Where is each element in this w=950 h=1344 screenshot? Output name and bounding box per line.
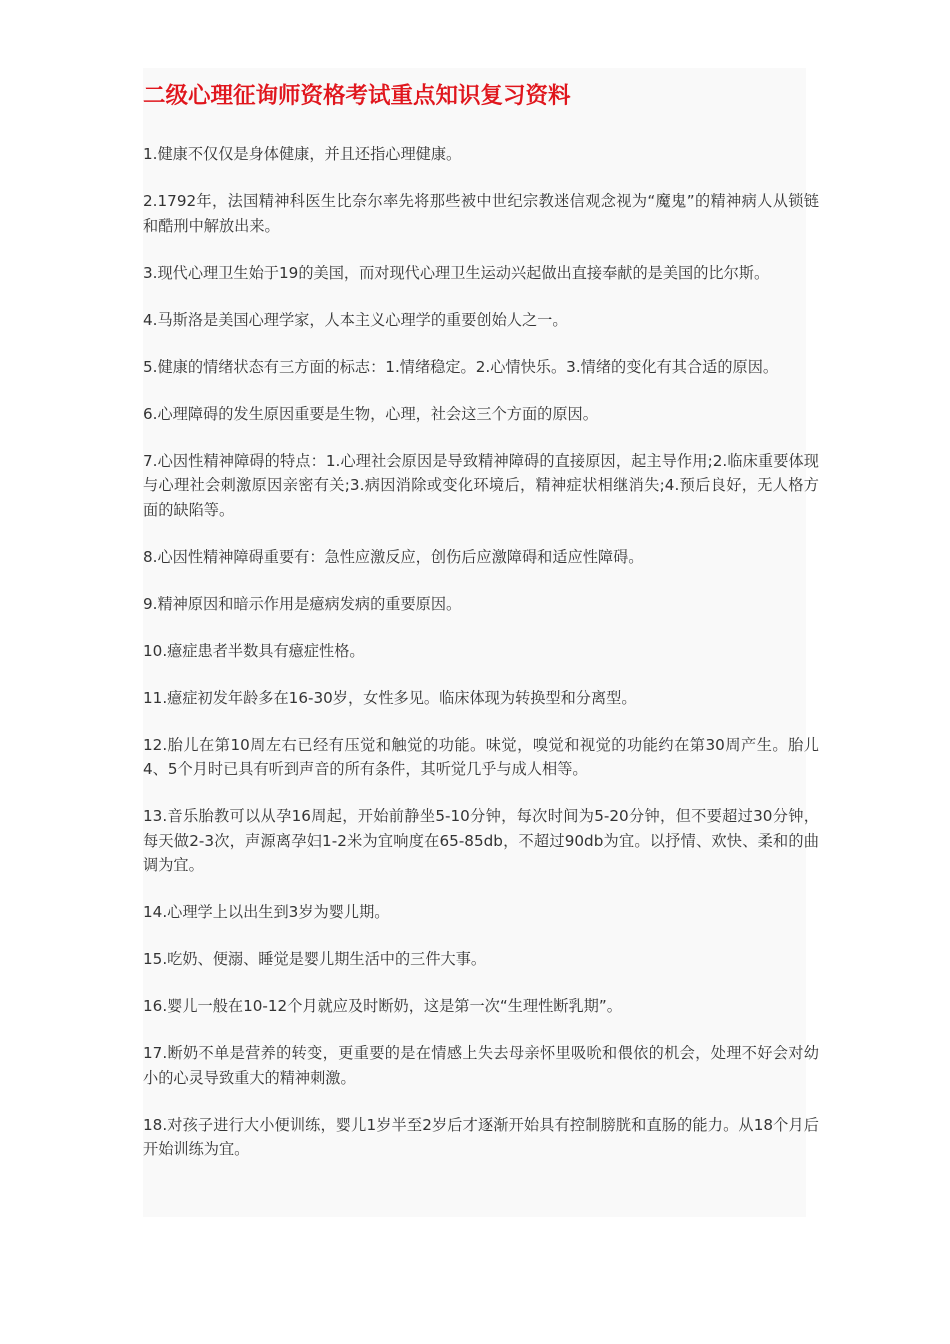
document-title: 二级心理征询师资格考试重点知识复习资料 bbox=[143, 83, 571, 109]
knowledge-point-4: 4.马斯洛是美国心理学家，人本主义心理学的重要创始人之一。 bbox=[143, 310, 568, 329]
knowledge-point-5: 5.健康的情绪状态有三方面的标志：1.情绪稳定。2.心情快乐。3.情绪的变化有其合适的原因。 bbox=[143, 357, 779, 376]
knowledge-point-7: 7.心因性精神障碍的特点：1.心理社会原因是导致精神障碍的直接原因，起主导作用;2.临床重要体现与心理社会刺激原因亲密有关;3.病因消除或变化环境后，精神症状相继消失;4.预后良好，无人格方面的缺陷等。 bbox=[143, 451, 819, 519]
knowledge-point-12: 12.胎儿在第10周左右已经有压觉和触觉的功能。味觉，嗅觉和视觉的功能约在第30周产生。胎儿4、5个月时已具有听到声音的所有条件，其听觉几乎与成人相等。 bbox=[143, 735, 819, 778]
knowledge-point-1: 1.健康不仅仅是身体健康，并且还指心理健康。 bbox=[143, 145, 462, 163]
knowledge-point-18: 18.对孩子进行大小便训练，婴儿1岁半至2岁后才逐渐开始具有控制膀胱和直肠的能力。从18个月后开始训练为宜。 bbox=[143, 1115, 819, 1158]
knowledge-point-list bbox=[143, 142, 819, 1184]
knowledge-point-14: 14.心理学上以出生到3岁为婴儿期。 bbox=[143, 903, 390, 921]
knowledge-point-2: 2.1792年，法国精神科医生比奈尔率先将那些被中世纪宗教迷信观念视为“魔鬼”的精神病人从锁链和酷刑中解放出来。 bbox=[143, 192, 819, 235]
knowledge-point-11: 11.癔症初发年龄多在16-30岁，女性多见。临床体现为转换型和分离型。 bbox=[143, 688, 637, 707]
knowledge-point-17: 17.断奶不单是营养的转变，更重要的是在情感上失去母亲怀里吸吮和偎依的机会，处理不好会对幼小的心灵导致重大的精神刺激。 bbox=[143, 1044, 819, 1087]
knowledge-point-15: 15.吃奶、便溺、睡觉是婴儿期生活中的三件大事。 bbox=[143, 950, 487, 968]
knowledge-point-13: 13.音乐胎教可以从孕16周起，开始前静坐5-10分钟，每次时间为5-20分钟，但不要超过30分钟，每天做2-3次，声源离孕妇1-2米为宜响度在65-85db，不超过90db为宜。以抒情、欢快、柔和的曲调为宜。 bbox=[143, 807, 819, 874]
knowledge-point-10: 10.癔症患者半数具有癔症性格。 bbox=[143, 641, 365, 660]
knowledge-point-16: 16.婴儿一般在10-12个月就应及时断奶，这是第一次“生理性断乳期”。 bbox=[143, 997, 622, 1015]
knowledge-point-6: 6.心理障碍的发生原因重要是生物，心理，社会这三个方面的原因。 bbox=[143, 404, 598, 423]
knowledge-point-9: 9.精神原因和暗示作用是癔病发病的重要原因。 bbox=[143, 594, 462, 613]
knowledge-point-8: 8.心因性精神障碍重要有：急性应激反应，创伤后应激障碍和适应性障碍。 bbox=[143, 547, 644, 566]
knowledge-point-3: 3.现代心理卫生始于19的美国，而对现代心理卫生运动兴起做出直接奉献的是美国的比尔斯。 bbox=[143, 263, 770, 282]
